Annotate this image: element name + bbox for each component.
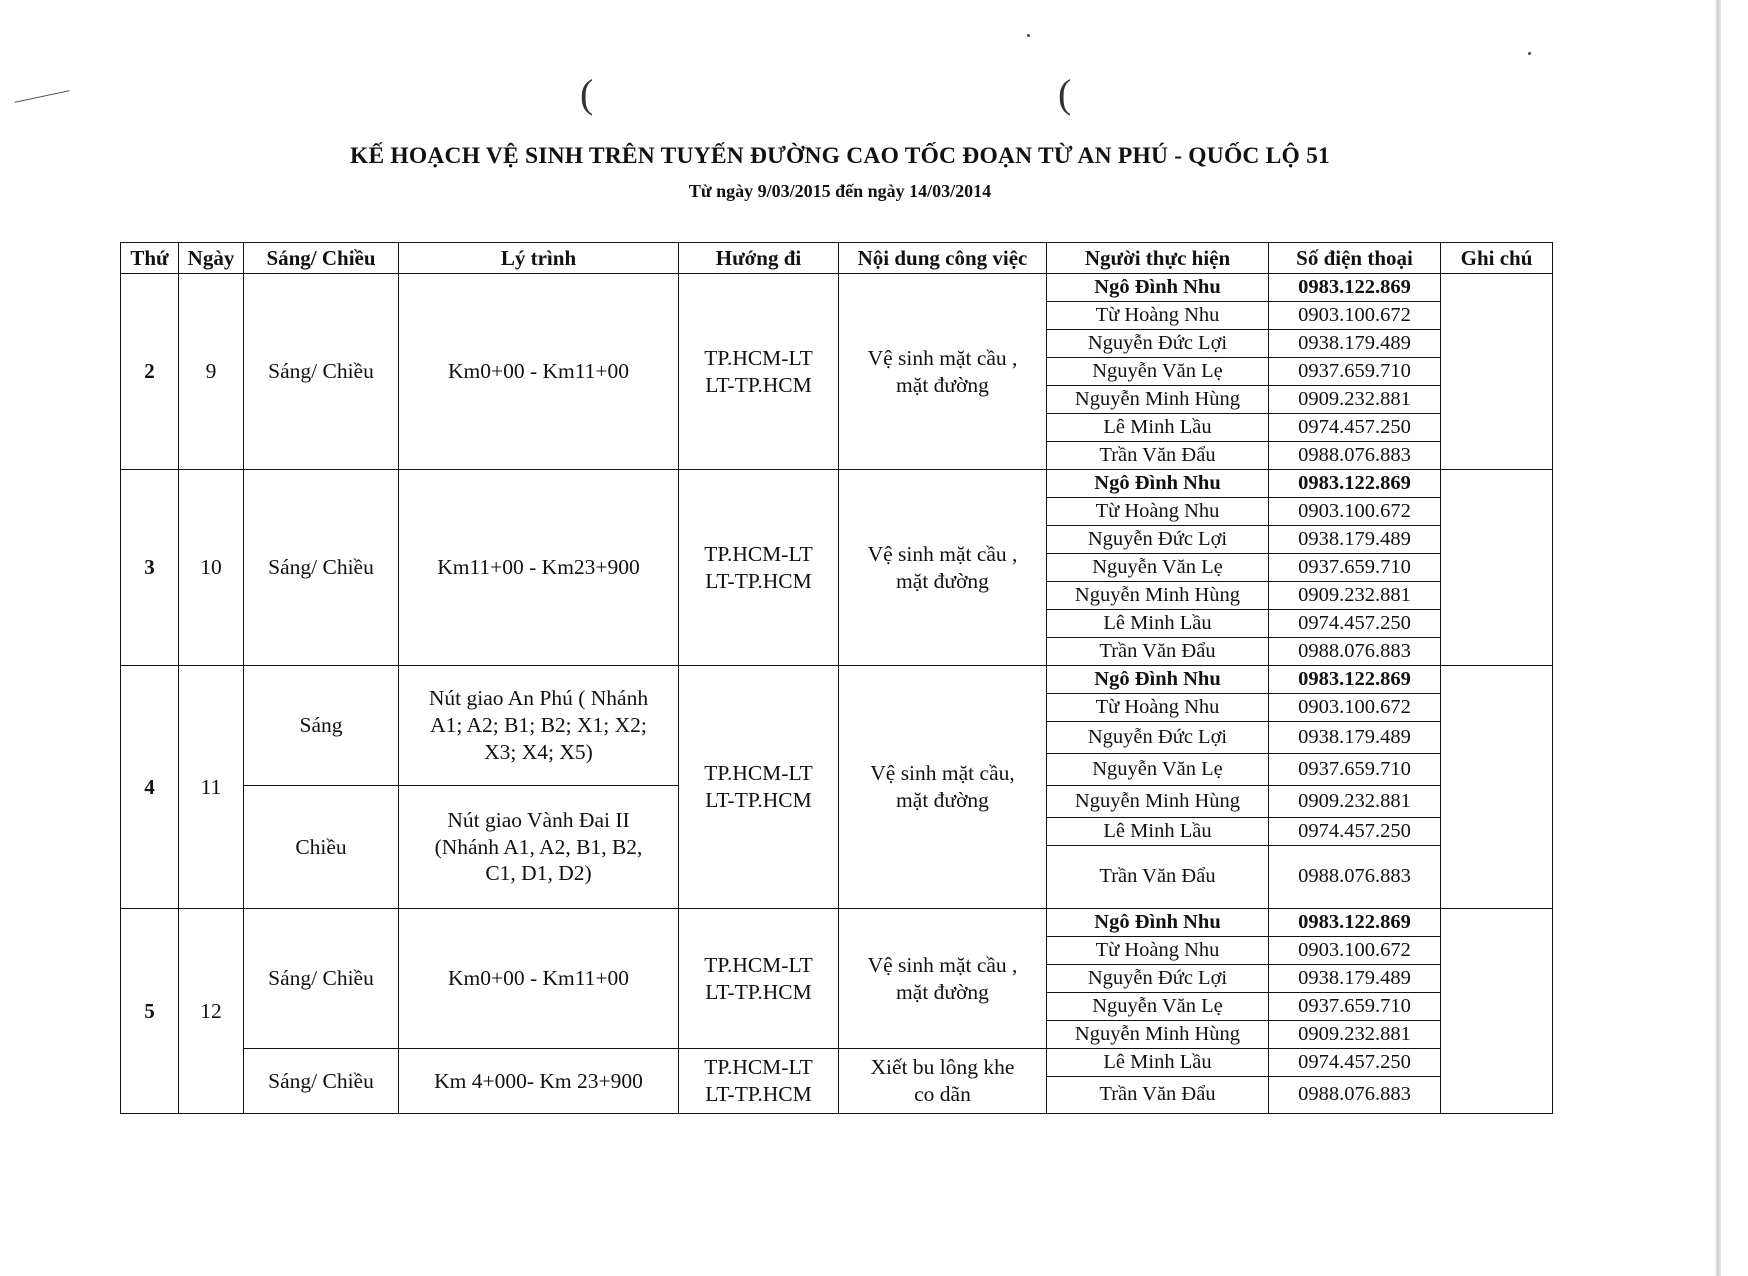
page-subtitle: Từ ngày 9/03/2015 đến ngày 14/03/2014 [688,181,992,201]
cell-ngay: 12 [179,909,244,1114]
person-name: Nguyễn Minh Hùng [1047,582,1269,610]
person-name: Trần Văn Đẩu [1047,442,1269,470]
person-name: Từ Hoàng Nhu [1047,694,1269,722]
task-line: Vệ sinh mặt cầu, [870,761,1015,786]
task-line: mặt đường [896,568,989,593]
person-phone: 0983.122.869 [1269,274,1441,302]
hole-punch-mark: ( [1058,71,1072,116]
cell-ly-trinh: Km11+00 - Km23+900 [399,470,679,666]
direction-line: TP.HCM-LT [704,952,813,977]
person-phone: 0938.179.489 [1269,722,1441,754]
table-row [121,909,1553,937]
person-phone: 0988.076.883 [1269,638,1441,666]
cell-huong-di [679,909,839,1049]
person-name: Từ Hoàng Nhu [1047,302,1269,330]
cell-session: Sáng/ Chiều [244,1049,399,1114]
cell-thu: 4 [121,666,179,909]
person-name: Nguyễn Đức Lợi [1047,330,1269,358]
direction-line: TP.HCM-LT [704,345,813,370]
cell-ly-trinh: Km 4+000- Km 23+900 [399,1049,679,1114]
person-phone: 0937.659.710 [1269,554,1441,582]
cell-ngay: 11 [179,666,244,909]
col-header-ngay: Ngày [179,243,244,274]
person-name: Nguyễn Minh Hùng [1047,786,1269,818]
direction-line: TP.HCM-LT [704,761,813,786]
person-phone: 0909.232.881 [1269,786,1441,818]
cell-ghi-chu [1441,274,1553,470]
person-phone: 0983.122.869 [1269,909,1441,937]
cell-huong-di [679,666,839,909]
col-header-so-dien-thoai: Số điện thoại [1269,243,1441,274]
person-name: Lê Minh Lầu [1047,414,1269,442]
cell-thu: 2 [121,274,179,470]
task-line: Vệ sinh mặt cầu , [867,345,1018,370]
person-phone: 0974.457.250 [1269,1049,1441,1077]
task-line: Xiết bu lông khe [870,1055,1015,1080]
person-name: Ngô Đình Nhu [1047,909,1269,937]
person-name: Lê Minh Lầu [1047,610,1269,638]
col-header-noi-dung: Nội dung công việc [839,243,1047,274]
cell-noi-dung [839,1049,1047,1114]
person-name: Nguyễn Đức Lợi [1047,722,1269,754]
person-phone: 0974.457.250 [1269,610,1441,638]
person-phone: 0938.179.489 [1269,965,1441,993]
schedule-table [120,242,1553,1114]
cell-ly-trinh: Km0+00 - Km11+00 [399,274,679,470]
route-line: Nút giao An Phú ( Nhánh [428,686,649,711]
cell-session: Sáng/ Chiều [244,274,399,470]
person-name: Ngô Đình Nhu [1047,666,1269,694]
person-phone: 0937.659.710 [1269,754,1441,786]
person-phone: 0974.457.250 [1269,414,1441,442]
person-phone: 0974.457.250 [1269,818,1441,846]
col-header-session: Sáng/ Chiều [244,243,399,274]
cell-huong-di [679,470,839,666]
direction-line: LT-TP.HCM [705,1082,812,1106]
scan-speck [1027,34,1030,37]
person-phone: 0903.100.672 [1269,937,1441,965]
person-phone: 0937.659.710 [1269,993,1441,1021]
person-phone: 0938.179.489 [1269,526,1441,554]
route-line: X3; X4; X5) [484,739,593,764]
person-phone: 0938.179.489 [1269,330,1441,358]
col-header-nguoi-thuc-hien: Người thực hiện [1047,243,1269,274]
person-phone: 0937.659.710 [1269,358,1441,386]
cell-noi-dung [839,274,1047,470]
cell-session: Sáng/ Chiều [244,909,399,1049]
person-name: Từ Hoàng Nhu [1047,937,1269,965]
person-name: Nguyễn Đức Lợi [1047,965,1269,993]
person-phone: 0988.076.883 [1269,1077,1441,1114]
person-phone: 0903.100.672 [1269,694,1441,722]
person-name: Ngô Đình Nhu [1047,274,1269,302]
cell-ngay: 9 [179,274,244,470]
person-name: Nguyễn Minh Hùng [1047,1021,1269,1049]
person-phone: 0988.076.883 [1269,846,1441,909]
person-phone: 0903.100.672 [1269,498,1441,526]
task-line: mặt đường [896,372,989,397]
person-name: Nguyễn Văn Lẹ [1047,358,1269,386]
person-name: Nguyễn Văn Lẹ [1047,754,1269,786]
col-header-ghi-chu: Ghi chú [1441,243,1553,274]
person-phone: 0988.076.883 [1269,442,1441,470]
task-line: Vệ sinh mặt cầu , [867,952,1018,977]
route-line: Nút giao Vành Đai II [447,807,630,832]
person-name: Nguyễn Văn Lẹ [1047,554,1269,582]
person-name: Nguyễn Văn Lẹ [1047,993,1269,1021]
scan-speck [1528,52,1531,55]
route-line: A1; A2; B1; B2; X1; X2; [430,713,647,738]
cell-noi-dung [839,909,1047,1049]
task-line: mặt đường [896,788,989,812]
cell-huong-di [679,274,839,470]
cell-thu: 3 [121,470,179,666]
direction-line: TP.HCM-LT [704,541,813,566]
direction-line: LT-TP.HCM [705,979,812,1004]
col-header-ly-trinh: Lý trình [399,243,679,274]
route-line: (Nhánh A1, A2, B1, B2, [434,834,643,859]
hole-punch-mark: ( [580,71,594,116]
cell-noi-dung [839,666,1047,909]
table-header-row [121,243,1553,274]
person-phone: 0983.122.869 [1269,470,1441,498]
cell-session: Sáng/ Chiều [244,470,399,666]
person-name: Trần Văn Đẩu [1047,638,1269,666]
task-line: co dãn [914,1082,971,1106]
person-name: Nguyễn Đức Lợi [1047,526,1269,554]
table-row [121,1049,1553,1077]
page-title: KẾ HOẠCH VỆ SINH TRÊN TUYẾN ĐƯỜNG CAO TỐC ĐOẠN TỪ AN PHÚ - QUỐC LỘ 51 [349,143,1331,169]
person-name: Trần Văn Đẩu [1047,846,1269,909]
cell-thu: 5 [121,909,179,1114]
table-row [121,470,1553,498]
col-header-thu: Thứ [121,243,179,274]
page-edge-shadow [1715,0,1721,1276]
cell-ly-trinh-morning [399,666,679,786]
task-line: mặt đường [896,979,989,1004]
person-phone: 0903.100.672 [1269,302,1441,330]
cell-ghi-chu [1441,909,1553,1114]
cell-session-afternoon: Chiều [244,786,399,909]
direction-line: LT-TP.HCM [705,568,812,593]
person-phone: 0909.232.881 [1269,1021,1441,1049]
cell-ly-trinh: Km0+00 - Km11+00 [399,909,679,1049]
table-row [121,274,1553,302]
route-line: C1, D1, D2) [485,861,592,886]
col-header-huong-di: Hướng đi [679,243,839,274]
cell-noi-dung [839,470,1047,666]
direction-line: TP.HCM-LT [704,1055,813,1080]
cell-ly-trinh-afternoon [399,786,679,909]
task-line: Vệ sinh mặt cầu , [867,541,1018,566]
direction-line: LT-TP.HCM [705,788,812,812]
person-name: Nguyễn Minh Hùng [1047,386,1269,414]
cell-huong-di [679,1049,839,1114]
cell-ngay: 10 [179,470,244,666]
cell-ghi-chu [1441,666,1553,909]
scan-artifact-line [15,90,70,103]
person-name: Trần Văn Đẩu [1047,1077,1269,1114]
person-phone: 0909.232.881 [1269,386,1441,414]
cell-session-morning: Sáng [244,666,399,786]
person-name: Lê Minh Lầu [1047,1049,1269,1077]
person-name: Ngô Đình Nhu [1047,470,1269,498]
cell-ghi-chu [1441,470,1553,666]
person-name: Lê Minh Lầu [1047,818,1269,846]
person-name: Từ Hoàng Nhu [1047,498,1269,526]
person-phone: 0983.122.869 [1269,666,1441,694]
direction-line: LT-TP.HCM [705,372,812,397]
person-phone: 0909.232.881 [1269,582,1441,610]
table-row [121,666,1553,694]
